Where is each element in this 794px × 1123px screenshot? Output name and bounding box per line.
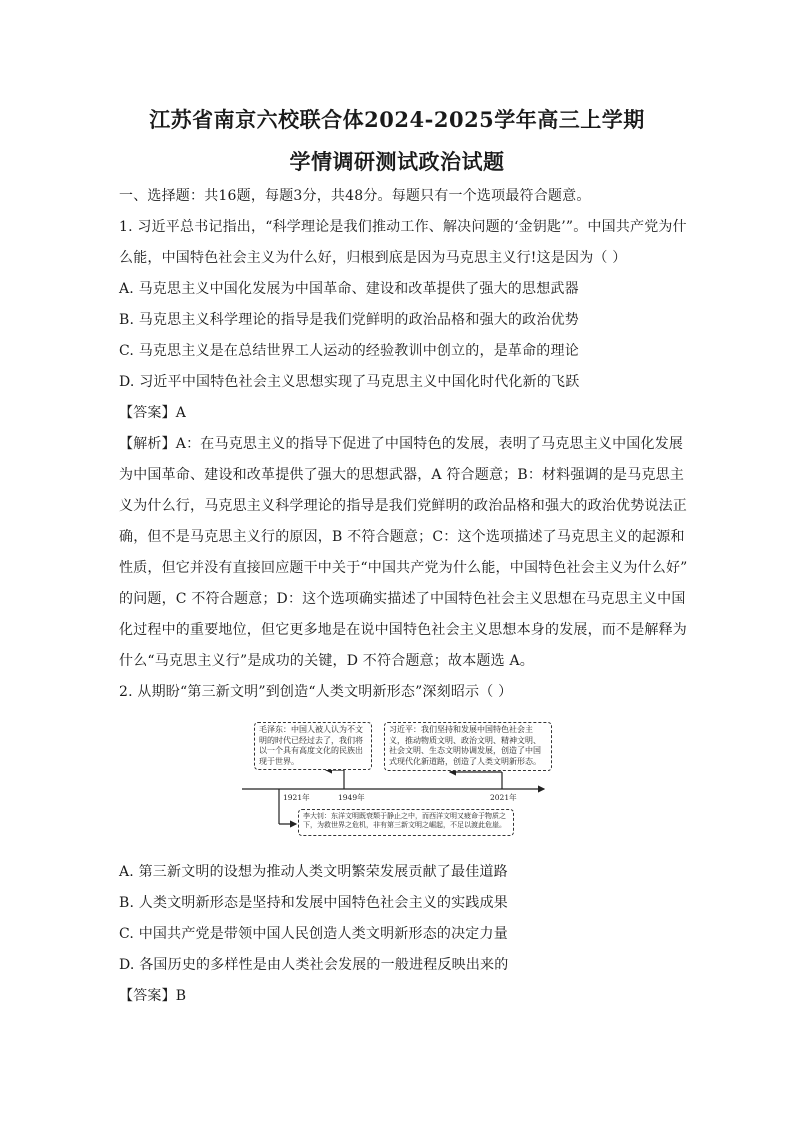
- q1-stem-line2: 么能，中国特色社会主义为什么好，归根到底是因为马克思主义行!这是因为（ ）: [119, 250, 627, 266]
- document-title-line2: 学情调研测试政治试题: [289, 149, 505, 174]
- q1-option-a: A. 马克思主义中国化发展为中国革命、建设和改革提供了强大的思想武器: [119, 281, 579, 297]
- q1-option-c: C. 马克思主义是在总结世界工人运动的经验教训中创立的，是革命的理论: [119, 343, 579, 359]
- q2-option-a: A. 第三新文明的设想为推动人类文明繁荣发展贡献了最佳道路: [119, 864, 508, 880]
- q1-answer: 【答案】A: [119, 405, 187, 421]
- q1-analysis-line: 为中国革命、建设和改革提供了强大的思想武器，A 符合题意；B：材料强调的是马克思主: [119, 467, 685, 483]
- q1-option-d: D. 习近平中国特色社会主义思想实现了马克思主义中国化时代化新的飞跃: [119, 374, 580, 390]
- q1-analysis-line: 义为什么行，马克思主义科学理论的指导是我们党鲜明的政治品格和强大的政治优势说法正: [119, 498, 687, 514]
- q1-option-b: B. 马克思主义科学理论的指导是我们党鲜明的政治品格和强大的政治优势: [119, 312, 579, 328]
- q1-analysis-line: 确，但不是马克思主义行的原因，B 不符合题意；C：这个选项描述了马克思主义的起源和: [119, 529, 685, 545]
- year-label-1921: 1921年: [283, 793, 310, 802]
- section-heading: 一、选择题：共16题，每题3分，共48分。每题只有一个选项最符合题意。: [119, 188, 591, 204]
- quote-box-mao: 毛泽东：中国人被人认为不文明的时代已经过去了，我们将以一个具有高度文化的民族出现于世界。: [254, 722, 372, 770]
- q2-option-c: C. 中国共产党是带领中国人民创造人类文明新形态的决定力量: [119, 926, 508, 942]
- year-label-1949: 1949年: [338, 793, 365, 802]
- q2-option-b: B. 人类文明新形态是坚持和发展中国特色社会主义的实践成果: [119, 895, 508, 911]
- document-title-line1: 江苏省南京六校联合体2024-2025学年高三上学期: [149, 107, 645, 132]
- q2-option-d: D. 各国历史的多样性是由人类社会发展的一般进程反映出来的: [119, 957, 509, 973]
- q2-timeline-figure: [240, 720, 552, 836]
- q1-stem-line1: 1. 习近平总书记指出，“科学理论是我们推动工作、解决问题的‘金钥匙’”。中国共产党为什: [119, 219, 687, 235]
- year-label-2021: 2021年: [490, 793, 517, 802]
- q1-analysis-line: 【解析】A：在马克思主义的指导下促进了中国特色的发展，表明了马克思主义中国化发展: [119, 436, 684, 452]
- q1-analysis-line: 什么“马克思主义行”是成功的关键，D 不符合题意；故本题选 A。: [119, 653, 534, 669]
- quote-box-xi: 习近平：我们坚持和发展中国特色社会主义，推动物质文明、政治文明、精神文明、社会文明、生态文明协调发展，创造了中国式现代化新道路，创造了人类文明新形态。: [384, 722, 552, 771]
- quote-box-li: 李大钊：东洋文明既衰颓于静止之中，而西洋文明又疲命于物质之下，为救世界之危机，非有第三新文明之崛起，不足以渡此危崖。: [298, 809, 514, 836]
- q2-answer: 【答案】B: [119, 988, 187, 1004]
- q1-analysis-line: 化过程中的重要地位，但它更多地是在说中国特色社会主义思想本身的发展，而不是解释为: [119, 622, 687, 638]
- q1-analysis-line: 性质，但它并没有直接回应题干中关于“中国共产党为什么能，中国特色社会主义为什么好”: [119, 560, 688, 576]
- q1-analysis-line: 的问题，C 不符合题意；D：这个选项确实描述了中国特色社会主义思想在马克思主义中国: [119, 591, 686, 607]
- q2-stem: 2. 从期盼“第三新文明”到创造“人类文明新形态”深刻昭示（ ）: [119, 684, 513, 700]
